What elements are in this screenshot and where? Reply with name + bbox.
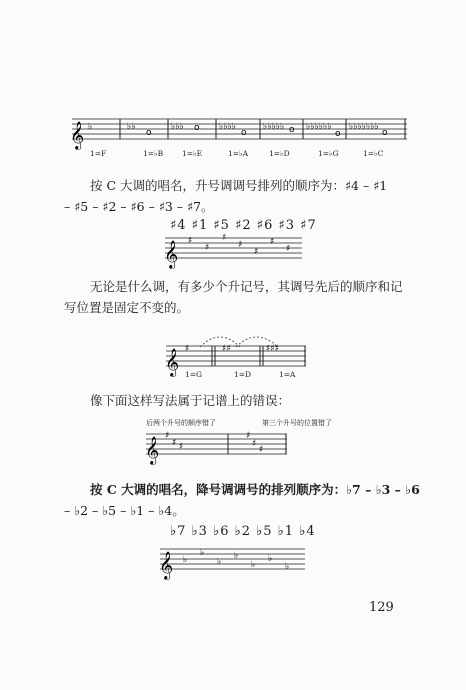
key-label: 1=♭A: [228, 149, 249, 158]
key-label: 1=F: [90, 149, 107, 158]
sharp-icon: ♯: [270, 237, 275, 247]
whole-note-icon: o: [146, 128, 152, 138]
whole-note-icon: o: [382, 128, 388, 138]
flat-sequence: ♭7 ♭3 ♭6 ♭2 ♭5 ♭1 ♭4: [170, 524, 316, 539]
sharp-icon: ♯: [246, 431, 251, 441]
paragraph-line: 像下面这样写法属于记谱上的错误：: [90, 393, 291, 408]
staff-lines: [160, 549, 305, 569]
staff-lines: [165, 238, 302, 258]
treble-clef-icon: 𝄞: [159, 551, 174, 579]
whole-note-icon: o: [289, 125, 295, 135]
flat-icon: ♭♭♭♭: [219, 122, 236, 132]
key-label: 1=G: [185, 370, 203, 379]
sharp-icon: ♯: [185, 344, 190, 354]
key-label: 1=♭E: [182, 149, 203, 158]
sharp-sequence: ♯4 ♯1 ♯5 ♯2 ♯6 ♯3 ♯7: [170, 218, 317, 233]
flat-icon: ♭: [88, 122, 93, 132]
flat-icon: ♭: [251, 560, 256, 570]
flat-icon: ♭: [217, 557, 222, 567]
key-label: 1=A: [279, 370, 296, 379]
paragraph-line: 无论是什么调，有多少个升记号，其调号先后的顺序和记: [90, 279, 403, 294]
error-example-staff: [0, 426, 466, 466]
sharp-icon: ♯: [205, 243, 210, 253]
flat-icon: ♭♭♭♭♭♭♭: [349, 122, 379, 132]
sharp-icon: ♯: [165, 431, 170, 441]
flat-icon: ♭: [200, 548, 205, 558]
flat-icon: ♭: [285, 562, 290, 572]
whole-note-icon: o: [241, 128, 247, 138]
error-note-left: 后两个升号的顺序错了: [146, 419, 216, 427]
key-label: 1=♭D: [269, 149, 290, 158]
paragraph-line: 按 C 大调的唱名，升号调调号排列的顺序为：♯4 – ♯1: [90, 178, 388, 193]
whole-note-icon: o: [335, 129, 341, 139]
key-label: 1=♭C: [363, 149, 384, 158]
dashed-arc: [200, 337, 240, 347]
sharp-icon: ♯: [238, 240, 243, 250]
flat-icon: ♭: [234, 551, 239, 561]
paragraph-line: – ♭2 – ♭5 – ♭1 – ♭4。: [64, 503, 185, 518]
paragraph-line: – ♯5 – ♯2 – ♯6 – ♯3 – ♯7。: [64, 199, 214, 214]
flat-icon: ♭♭♭: [171, 122, 184, 132]
sharp-icon: ♯: [259, 445, 264, 455]
treble-clef-icon: 𝄞: [70, 121, 85, 149]
flat-order-staff: [0, 540, 466, 580]
key-label: 1=D: [234, 370, 252, 379]
sharp-icon: ♯♯: [222, 344, 231, 354]
sharp-icon: ♯: [188, 236, 193, 246]
page-number: 129: [369, 600, 394, 615]
key-label: 1=♭G: [318, 149, 339, 158]
paragraph-line: 写位置是固定不变的。: [64, 300, 190, 315]
flat-icon: ♭: [268, 554, 273, 564]
sharp-icon: ♯: [172, 438, 177, 448]
flat-icon: ♭: [183, 555, 188, 565]
treble-clef-icon: 𝄞: [165, 348, 180, 376]
g-d-a-staff: [0, 325, 466, 385]
paragraph-line: 按 C 大调的唱名，降号调调号的排列顺序为：♭7 – ♭3 – ♭6: [90, 482, 420, 497]
sharp-keys-staff: [0, 228, 466, 268]
flat-icon: ♭♭: [127, 122, 136, 132]
error-note-right: 第三个升号的位置错了: [262, 419, 332, 427]
sharp-icon: ♯: [222, 233, 227, 243]
sharp-icon: ♯♯♯: [266, 344, 280, 354]
sharp-icon: ♯: [179, 442, 184, 452]
treble-clef-icon: 𝄞: [164, 240, 179, 268]
treble-clef-icon: 𝄞: [145, 436, 160, 464]
flat-icon: ♭♭♭♭♭: [263, 122, 285, 132]
key-label: 1=♭B: [143, 149, 164, 158]
sharp-icon: ♯: [252, 439, 257, 449]
flat-icon: ♭♭♭♭♭♭: [306, 122, 332, 132]
whole-note-icon: o: [194, 123, 200, 133]
sharp-icon: ♯: [254, 247, 259, 257]
sharp-icon: ♯: [286, 244, 291, 254]
